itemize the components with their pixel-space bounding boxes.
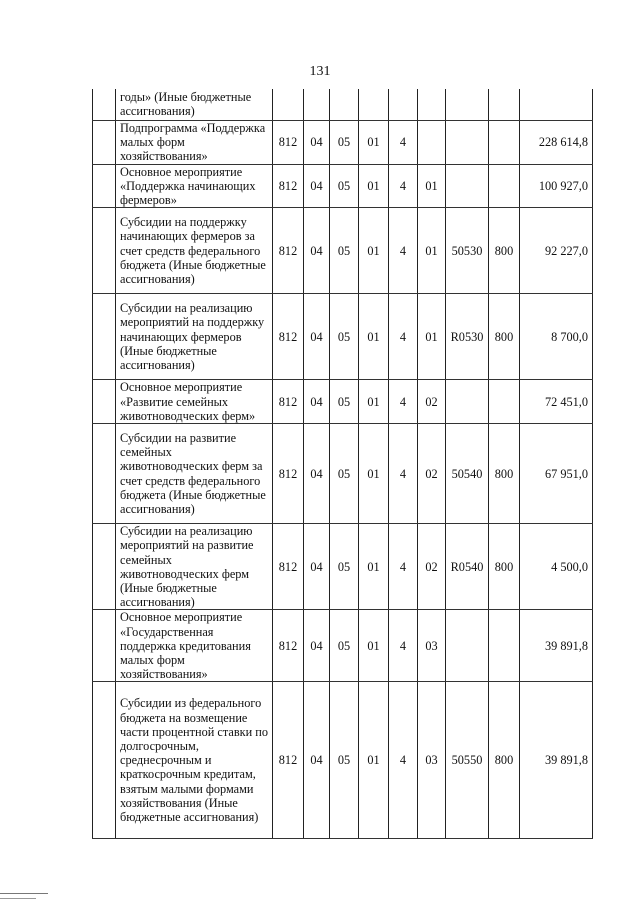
expense-direction-code [446, 164, 489, 208]
amount: 67 951,0 [520, 424, 593, 524]
expense-type-code: 800 [489, 424, 520, 524]
scan-edge-mark [0, 898, 36, 899]
expense-direction-code [446, 89, 489, 120]
spacer-cell [93, 120, 116, 164]
subprogram-code: 4 [389, 208, 418, 294]
scan-edge-mark [0, 893, 48, 894]
budget-table [92, 89, 593, 839]
expense-type-code [489, 120, 520, 164]
ministry-code: 812 [273, 208, 304, 294]
subsection-code: 05 [330, 120, 359, 164]
table-row [93, 120, 593, 164]
expense-type-code [489, 610, 520, 682]
amount: 4 500,0 [520, 524, 593, 610]
row-name: Субсидии на реализацию мероприятий на развитие семейных животноводческих ферм (Иные бюджетные ассигнования) [116, 524, 273, 610]
subsection-code [330, 89, 359, 120]
expense-direction-code: R0540 [446, 524, 489, 610]
expense-type-code: 800 [489, 682, 520, 839]
spacer-cell [93, 89, 116, 120]
expense-direction-code: 50550 [446, 682, 489, 839]
section-code: 04 [304, 424, 330, 524]
table-row [93, 164, 593, 208]
program-code: 01 [359, 380, 389, 424]
ministry-code: 812 [273, 380, 304, 424]
expense-type-code: 800 [489, 524, 520, 610]
ministry-code: 812 [273, 294, 304, 380]
subprogram-code: 4 [389, 682, 418, 839]
ministry-code: 812 [273, 164, 304, 208]
row-name: Субсидии на реализацию мероприятий на поддержку начинающих фермеров (Иные бюджетные ассигнования) [116, 294, 273, 380]
section-code: 04 [304, 682, 330, 839]
subsection-code: 05 [330, 294, 359, 380]
ministry-code: 812 [273, 610, 304, 682]
row-name: Основное мероприятие «Государственная поддержка кредитования малых форм хозяйствования» [116, 610, 273, 682]
subprogram-code: 4 [389, 424, 418, 524]
section-code: 04 [304, 524, 330, 610]
row-name: Субсидии на развитие семейных животноводческих ферм за счет средств федерального бюджета (Иные бюджетные ассигнования) [116, 424, 273, 524]
subprogram-code [389, 89, 418, 120]
activity-code: 02 [418, 424, 446, 524]
activity-code: 01 [418, 294, 446, 380]
spacer-cell [93, 208, 116, 294]
program-code: 01 [359, 610, 389, 682]
activity-code: 01 [418, 208, 446, 294]
expense-direction-code [446, 380, 489, 424]
row-name: годы» (Иные бюджетные ассигнования) [116, 89, 273, 120]
subsection-code: 05 [330, 524, 359, 610]
expense-type-code [489, 164, 520, 208]
activity-code [418, 89, 446, 120]
program-code: 01 [359, 524, 389, 610]
section-code: 04 [304, 120, 330, 164]
expense-type-code [489, 89, 520, 120]
section-code: 04 [304, 164, 330, 208]
spacer-cell [93, 524, 116, 610]
activity-code: 01 [418, 164, 446, 208]
ministry-code: 812 [273, 120, 304, 164]
subsection-code: 05 [330, 208, 359, 294]
section-code [304, 89, 330, 120]
activity-code: 03 [418, 682, 446, 839]
expense-direction-code: 50540 [446, 424, 489, 524]
spacer-cell [93, 380, 116, 424]
spacer-cell [93, 682, 116, 839]
amount: 39 891,8 [520, 610, 593, 682]
spacer-cell [93, 294, 116, 380]
spacer-cell [93, 164, 116, 208]
table-row [93, 524, 593, 610]
activity-code: 03 [418, 610, 446, 682]
subprogram-code: 4 [389, 294, 418, 380]
row-name: Субсидии из федерального бюджета на возмещение части процентной ставки по долгосрочным, среднесрочным и краткосрочным кредитам, взятым малыми формами хозяйствования (Иные бюджетные ассигнования) [116, 682, 273, 839]
expense-type-code: 800 [489, 294, 520, 380]
amount: 72 451,0 [520, 380, 593, 424]
section-code: 04 [304, 294, 330, 380]
table-row [93, 380, 593, 424]
amount: 39 891,8 [520, 682, 593, 839]
row-name: Субсидии на поддержку начинающих фермеров за счет средств федерального бюджета (Иные бюджетные ассигнования) [116, 208, 273, 294]
section-code: 04 [304, 208, 330, 294]
ministry-code: 812 [273, 424, 304, 524]
expense-type-code [489, 380, 520, 424]
subprogram-code: 4 [389, 524, 418, 610]
table-row [93, 294, 593, 380]
activity-code: 02 [418, 524, 446, 610]
expense-direction-code [446, 610, 489, 682]
program-code: 01 [359, 164, 389, 208]
spacer-cell [93, 424, 116, 524]
subprogram-code: 4 [389, 120, 418, 164]
amount: 228 614,8 [520, 120, 593, 164]
table-row [93, 89, 593, 120]
subsection-code: 05 [330, 380, 359, 424]
row-name: Основное мероприятие «Развитие семейных животноводческих ферм» [116, 380, 273, 424]
expense-direction-code: R0530 [446, 294, 489, 380]
program-code: 01 [359, 424, 389, 524]
subsection-code: 05 [330, 164, 359, 208]
ministry-code: 812 [273, 682, 304, 839]
ministry-code [273, 89, 304, 120]
amount [520, 89, 593, 120]
section-code: 04 [304, 610, 330, 682]
table-row [93, 682, 593, 839]
table-row [93, 610, 593, 682]
subprogram-code: 4 [389, 380, 418, 424]
amount: 100 927,0 [520, 164, 593, 208]
program-code: 01 [359, 682, 389, 839]
subsection-code: 05 [330, 610, 359, 682]
program-code: 01 [359, 294, 389, 380]
program-code: 01 [359, 208, 389, 294]
spacer-cell [93, 610, 116, 682]
amount: 92 227,0 [520, 208, 593, 294]
section-code: 04 [304, 380, 330, 424]
expense-direction-code [446, 120, 489, 164]
program-code: 01 [359, 120, 389, 164]
program-code [359, 89, 389, 120]
subsection-code: 05 [330, 424, 359, 524]
expense-type-code: 800 [489, 208, 520, 294]
page-number: 131 [309, 64, 331, 79]
subprogram-code: 4 [389, 610, 418, 682]
expense-direction-code: 50530 [446, 208, 489, 294]
subprogram-code: 4 [389, 164, 418, 208]
subsection-code: 05 [330, 682, 359, 839]
table-row [93, 208, 593, 294]
activity-code: 02 [418, 380, 446, 424]
amount: 8 700,0 [520, 294, 593, 380]
table-row [93, 424, 593, 524]
ministry-code: 812 [273, 524, 304, 610]
row-name: Основное мероприятие «Поддержка начинающих фермеров» [116, 164, 273, 208]
activity-code [418, 120, 446, 164]
row-name: Подпрограмма «Поддержка малых форм хозяйствования» [116, 120, 273, 164]
